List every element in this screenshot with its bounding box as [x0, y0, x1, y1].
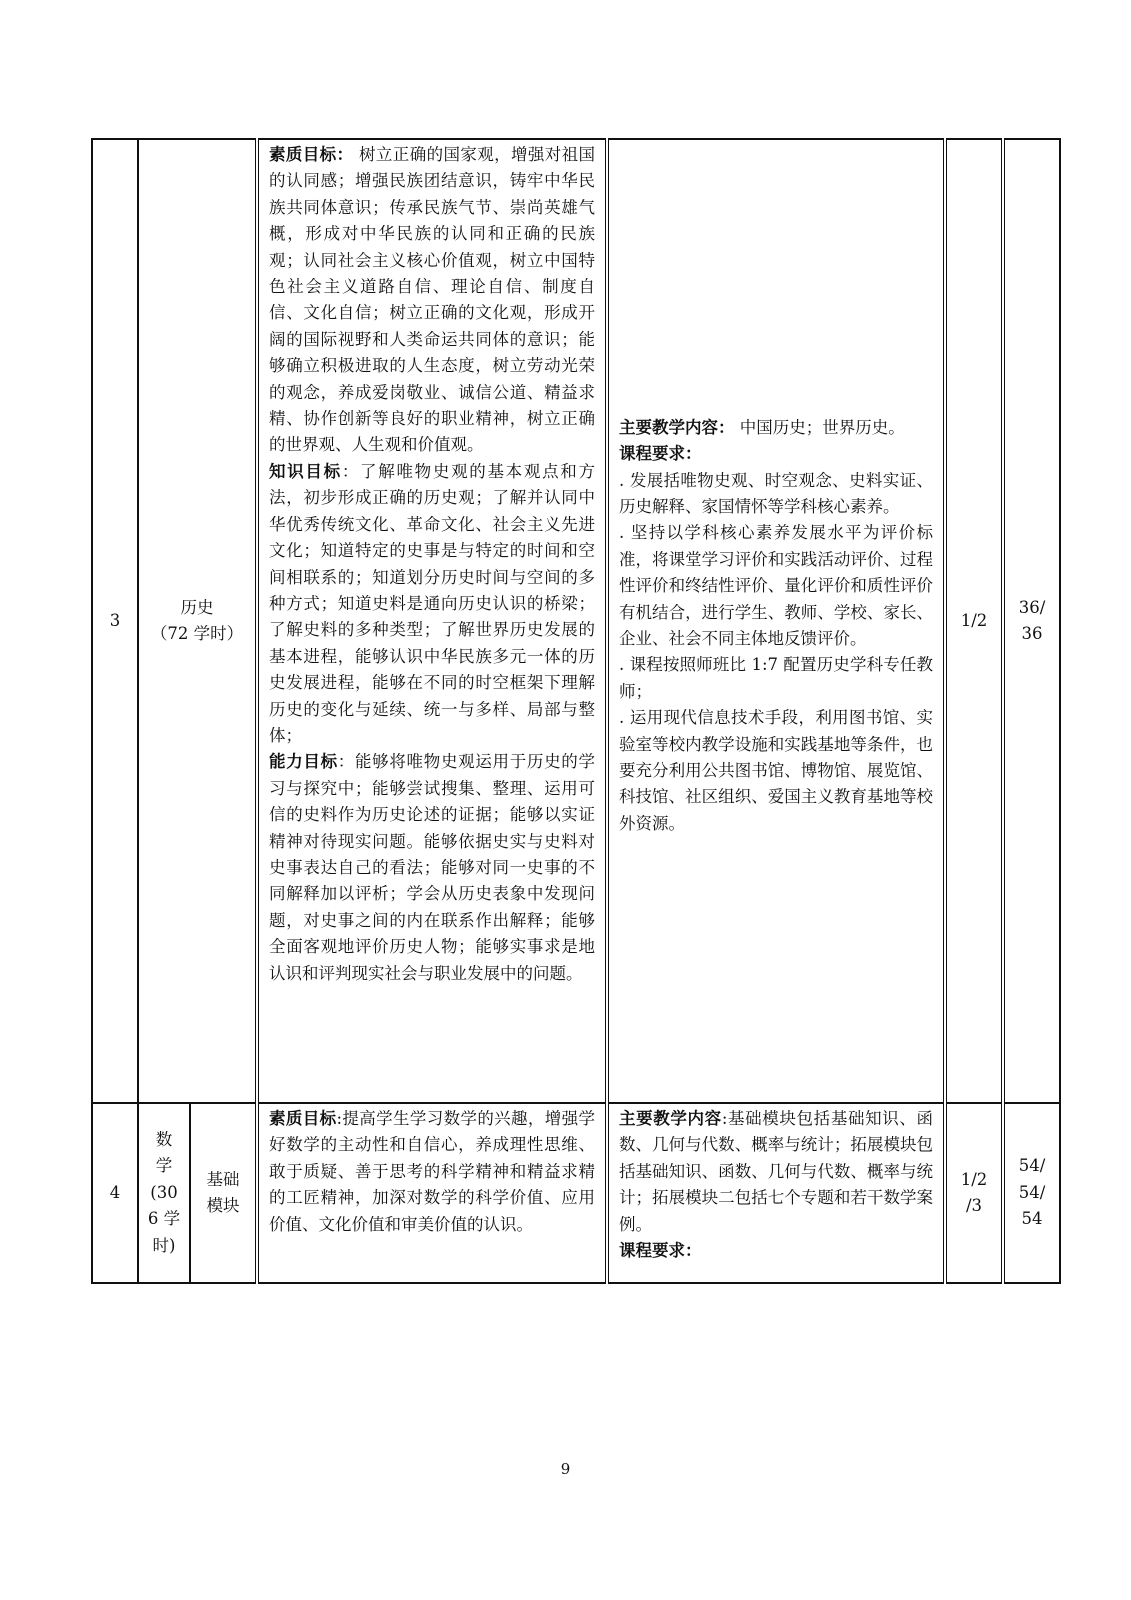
course-name-line: 时)	[152, 1235, 176, 1255]
content-cell	[607, 139, 945, 1103]
main-content-text: :基础模块包括基础知识、函数、几何与代数、概率与统计；拓展模块包括基础知识、函数、几何与代数、概率与统计；拓展模块二包括七个专题和若干数学案例。	[619, 1109, 933, 1234]
ability-goal-text: ：能够将唯物史观运用于历史的学习与探究中；能够尝试搜集、整理、运用可信的史料作为历史论述的证据；能够以实证精神对待现实问题。能够依据史实与史料对史事表达自己的看法；能够对同一史事的不同解释加以评析；学会从历史表象中发现问题，对史事之间的内在联系作出解释；能够全面客观地评价历史人物；能够实事求是地认识和评判现实社会与职业发展中的问题。	[269, 752, 596, 983]
objectives-cell	[257, 139, 607, 1103]
quality-goal-text: :提高学生学习数学的兴趣，增强学好数学的主动性和自信心，养成理性思维、敢于质疑、善于思考的科学精神和精益求精的工匠精神，加深对数学的科学价值、应用价值、文化价值和审美价值的认识。	[269, 1109, 596, 1234]
main-content-label: 主要教学内容	[619, 1109, 722, 1128]
course-name-cell	[138, 1103, 190, 1283]
module-line: 模块	[206, 1196, 240, 1215]
quality-goal-label: 素质目标：	[269, 145, 354, 164]
module-line: 基础	[206, 1169, 240, 1189]
row-number: 4	[92, 1103, 138, 1283]
row-number: 3	[92, 139, 138, 1103]
curriculum-table	[91, 138, 1061, 1284]
semester-line: 1/2	[960, 1169, 988, 1189]
objectives-cell	[257, 1103, 607, 1283]
requirement-item: . 发展括唯物史观、时空观念、史料实证、历史解释、家国情怀等学科核心素养。	[619, 470, 933, 516]
module-cell	[190, 1103, 257, 1283]
ability-goal-label: 能力目标	[269, 752, 338, 772]
hours-line: 54	[1021, 1209, 1043, 1229]
course-name-line: 学	[155, 1156, 173, 1176]
main-content-label: 主要教学内容：	[619, 417, 735, 437]
table-row	[92, 1103, 1060, 1283]
content-cell	[607, 1103, 945, 1283]
page-number: 9	[560, 1460, 571, 1478]
course-name: 历史	[180, 597, 214, 617]
course-hours: （72 学时）	[150, 624, 244, 643]
hours-cell	[1003, 139, 1060, 1103]
course-name-line: (30	[150, 1182, 178, 1202]
requirements-label: 课程要求：	[619, 1241, 702, 1261]
hours-cell	[1003, 1103, 1060, 1283]
course-name-line: 6 学	[147, 1209, 181, 1229]
hours-line: 36/	[1018, 597, 1046, 617]
requirement-item: . 坚持以学科核心素养发展水平为评价标准，将课堂学习评价和实践活动评价、过程性评价和终结性评价、量化评价和质性评价有机结合，进行学生、教师、学校、家长、企业、社会不同主体地反馈评价。	[619, 523, 933, 648]
course-name-line: 数	[155, 1129, 173, 1149]
main-content-text: 中国历史；世界历史。	[734, 417, 905, 437]
semester-cell: 1/2	[945, 139, 1003, 1103]
requirements-label: 课程要求：	[619, 444, 702, 464]
quality-goal-label: 素质目标	[269, 1109, 337, 1128]
hours-line: 54/	[1018, 1182, 1046, 1202]
table-row	[92, 139, 1060, 1103]
semester-line: /3	[965, 1196, 983, 1215]
requirement-item: . 运用现代信息技术手段，利用图书馆、实验室等校内教学设施和实践基地等条件，也要充分利用公共图书馆、博物馆、展览馆、科技馆、社区组织、爱国主义教育基地等校外资源。	[619, 708, 933, 833]
knowledge-goal-text: ：了解唯物史观的基本观点和方法，初步形成正确的历史观；了解并认同中华优秀传统文化、革命文化、社会主义先进文化；知道特定的史事是与特定的时间和空间相联系的；知道划分历史时间与空间的多种方式；知道史料是通向历史认识的桥梁；了解史料的多种类型；了解世界历史发展的基本进程，能够认识中华民族多元一体的历史发展进程，能够在不同的时空框架下理解历史的变化与延续、统一与多样、局部与整体；	[269, 461, 596, 745]
course-name-cell	[138, 139, 257, 1103]
semester-cell	[945, 1103, 1003, 1283]
hours-line: 36	[1021, 624, 1043, 643]
hours-line: 54/	[1018, 1156, 1046, 1176]
requirement-item: . 课程按照师班比 1:7 配置历史学科专任教师；	[619, 655, 933, 701]
quality-goal-text: 树立正确的国家观，增强对祖国的认同感；增强民族团结意识，铸牢中华民族共同体意识；传承民族气节、崇尚英雄气概，形成对中华民族的认同和正确的民族观；认同社会主义核心价值观，树立中国特色社会主义道路自信、理论自信、制度自信、文化自信；树立正确的文化观，形成开阔的国际视野和人类命运共同体的意识；能够确立积极进取的人生态度，树立劳动光荣的观念，养成爱岗敬业、诚信公道、精益求精、协作创新等良好的职业精神，树立正确的世界观、人生观和价值观。	[269, 145, 596, 455]
knowledge-goal-label: 知识目标	[269, 461, 342, 481]
